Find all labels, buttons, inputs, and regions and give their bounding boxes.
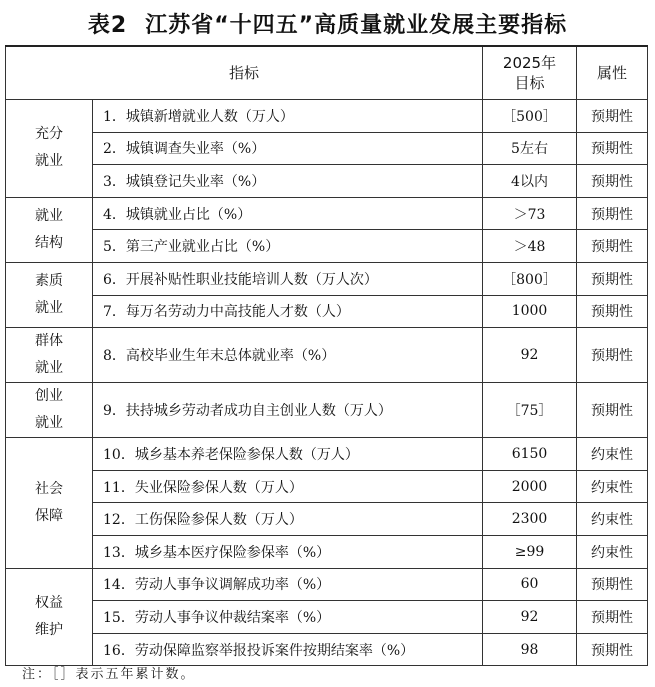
attribute-cell: 预期性 [577, 633, 648, 666]
attribute-cell: 约束性 [577, 535, 648, 568]
table-row [6, 197, 648, 230]
table-row [6, 503, 648, 536]
target-value-cell: 4以内 [483, 165, 577, 198]
attribute-cell: 约束性 [577, 470, 648, 503]
category-line2: 就业 [35, 300, 63, 317]
table-title [0, 8, 655, 39]
category-cell [6, 328, 93, 383]
target-value-cell: 1000 [483, 295, 577, 328]
category-cell [6, 568, 93, 666]
indicator-table [5, 45, 648, 666]
indicator-name-cell: 14．劳动人事争议调解成功率（%） [93, 568, 483, 601]
attribute-cell: 预期性 [577, 295, 648, 328]
indicator-name-cell: 15．劳动人事争议仲裁结案率（%） [93, 601, 483, 634]
table-note: 注：［］表示五年累计数。 [22, 667, 196, 682]
category-line2: 结构 [35, 234, 63, 251]
table-number: 表2 [87, 13, 128, 38]
table-row [6, 230, 648, 263]
attribute-cell: 约束性 [577, 503, 648, 536]
table-row [6, 328, 648, 383]
attribute-cell: 预期性 [577, 601, 648, 634]
attribute-cell: 预期性 [577, 328, 648, 383]
attribute-cell: 预期性 [577, 197, 648, 230]
table-row [6, 535, 648, 568]
table-row [6, 470, 648, 503]
indicator-name-cell: 6．开展补贴性职业技能培训人数（万人次） [93, 262, 483, 295]
table-row [6, 262, 648, 295]
table-row [6, 568, 648, 601]
target-value-cell: ＞48 [483, 230, 577, 263]
table-row [6, 165, 648, 198]
target-value-cell: ［800］ [483, 262, 577, 295]
target-value-cell: ［75］ [483, 383, 577, 438]
category-line2: 就业 [35, 153, 63, 170]
category-cell [6, 383, 93, 438]
header-row [6, 46, 648, 100]
indicator-name-cell: 9．扶持城乡劳动者成功自主创业人数（万人） [93, 383, 483, 438]
indicator-name-cell: 12．工伤保险参保人数（万人） [93, 503, 483, 536]
table-row [6, 438, 648, 471]
category-line1: 权益 [35, 594, 63, 611]
attribute-cell: 预期性 [577, 165, 648, 198]
indicator-name-cell: 3．城镇登记失业率（%） [93, 165, 483, 198]
category-line1: 社会 [35, 480, 63, 497]
category-line2: 维护 [35, 621, 63, 638]
category-cell [6, 438, 93, 568]
target-value-cell: ≥99 [483, 535, 577, 568]
category-line2: 保障 [35, 507, 63, 524]
category-line2: 就业 [35, 415, 63, 432]
header-target [483, 46, 577, 100]
category-cell [6, 100, 93, 198]
attribute-cell: 预期性 [577, 383, 648, 438]
header-target-line1: 2025年 [502, 54, 557, 72]
indicator-name-cell: 11．失业保险参保人数（万人） [93, 470, 483, 503]
target-value-cell: ［500］ [483, 100, 577, 133]
indicator-name-cell: 4．城镇就业占比（%） [93, 197, 483, 230]
table-row [6, 295, 648, 328]
target-value-cell: 6150 [483, 438, 577, 471]
category-line2: 就业 [35, 360, 63, 377]
target-value-cell: 60 [483, 568, 577, 601]
table-row [6, 132, 648, 165]
table-row [6, 100, 648, 133]
target-value-cell: 98 [483, 633, 577, 666]
indicator-name-cell: 2．城镇调查失业率（%） [93, 132, 483, 165]
target-value-cell: 92 [483, 601, 577, 634]
indicator-name-cell: 1．城镇新增就业人数（万人） [93, 100, 483, 133]
table-title-text: 江苏省“十四五”高质量就业发展主要指标 [145, 13, 568, 38]
category-cell [6, 262, 93, 327]
target-value-cell: ＞73 [483, 197, 577, 230]
target-value-cell: 5左右 [483, 132, 577, 165]
indicator-name-cell: 8．高校毕业生年末总体就业率（%） [93, 328, 483, 383]
indicator-name-cell: 7．每万名劳动力中高技能人才数（人） [93, 295, 483, 328]
target-value-cell: 2300 [483, 503, 577, 536]
indicator-name-cell: 10．城乡基本养老保险参保人数（万人） [93, 438, 483, 471]
indicator-name-cell: 5．第三产业就业占比（%） [93, 230, 483, 263]
category-line1: 素质 [35, 273, 63, 290]
attribute-cell: 预期性 [577, 230, 648, 263]
category-line1: 就业 [35, 207, 63, 224]
indicator-name-cell: 13．城乡基本医疗保险参保率（%） [93, 535, 483, 568]
table-row [6, 383, 648, 438]
category-line1: 充分 [35, 126, 63, 143]
attribute-cell: 预期性 [577, 568, 648, 601]
category-line1: 群体 [35, 333, 63, 350]
table-row [6, 633, 648, 666]
table-body [6, 100, 648, 666]
attribute-cell: 约束性 [577, 438, 648, 471]
attribute-cell: 预期性 [577, 100, 648, 133]
indicator-name-cell: 16．劳动保障监察举报投诉案件按期结案率（%） [93, 633, 483, 666]
table-row [6, 601, 648, 634]
target-value-cell: 2000 [483, 470, 577, 503]
header-indicator: 指标 [6, 46, 483, 100]
header-attribute: 属性 [577, 46, 648, 100]
header-target-line2: 目标 [514, 74, 545, 92]
category-line1: 创业 [35, 388, 63, 405]
attribute-cell: 预期性 [577, 262, 648, 295]
category-cell [6, 197, 93, 262]
target-value-cell: 92 [483, 328, 577, 383]
attribute-cell: 预期性 [577, 132, 648, 165]
